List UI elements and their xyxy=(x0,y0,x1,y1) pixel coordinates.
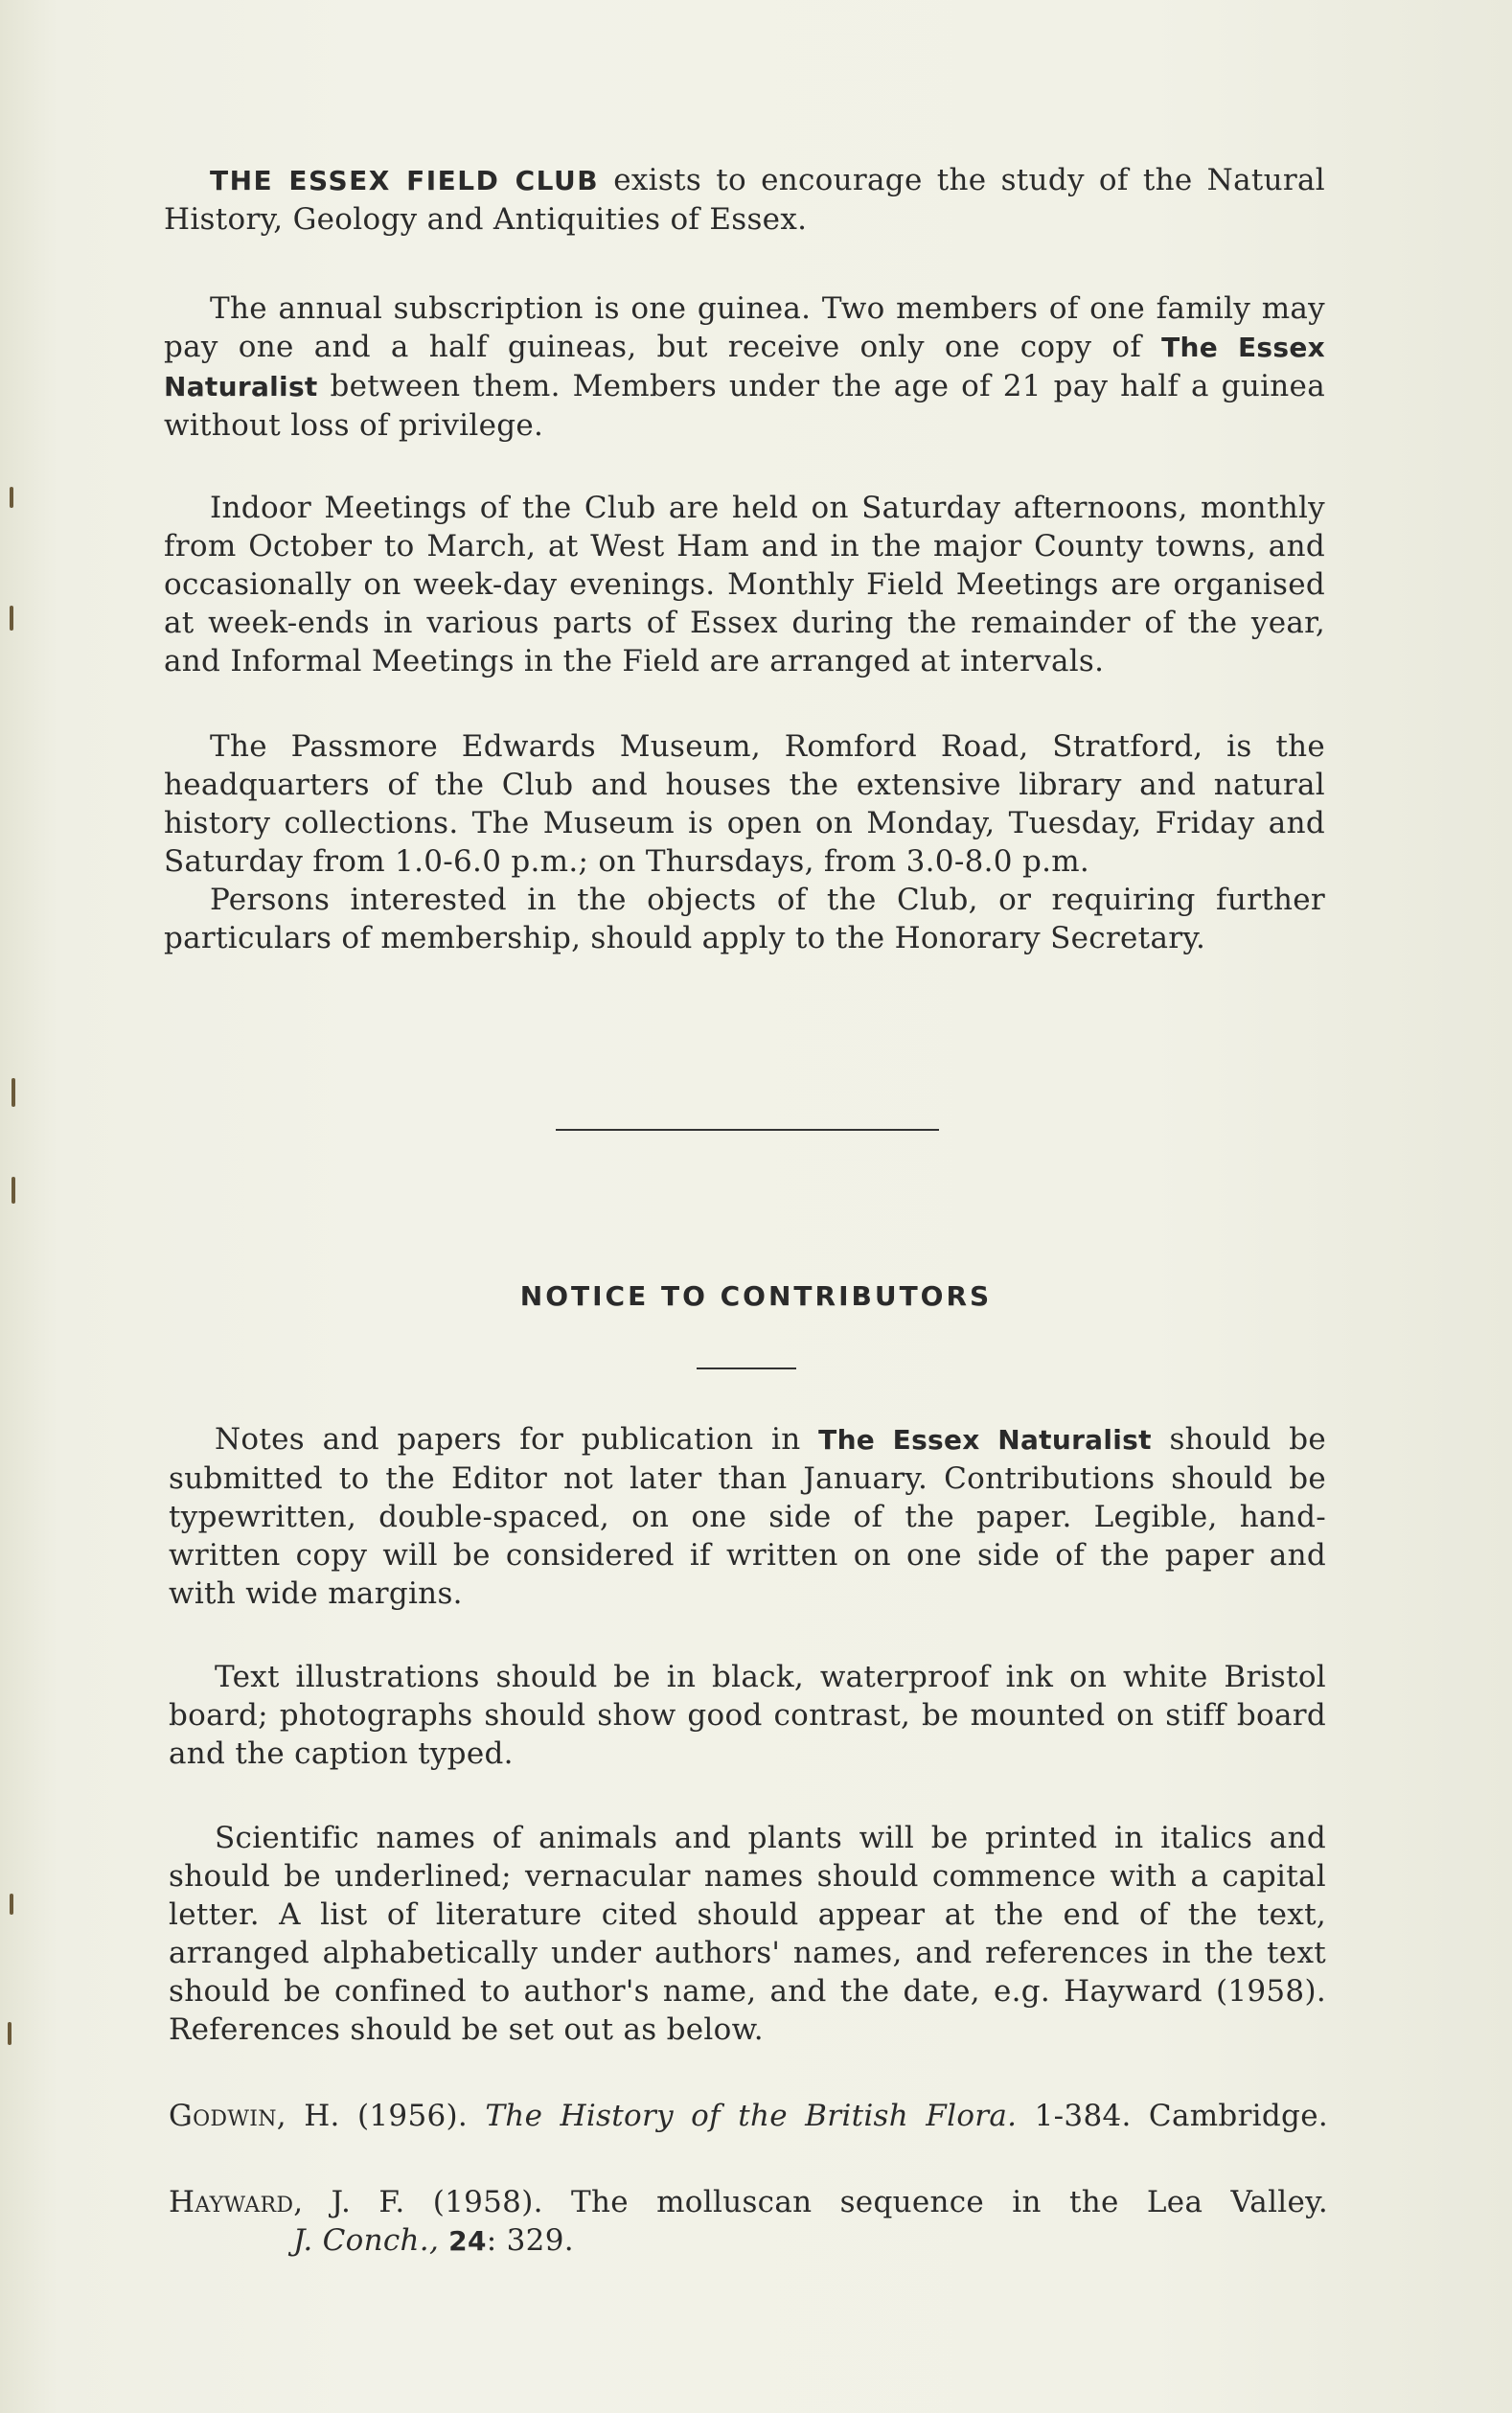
museum-paragraph xyxy=(164,727,1325,957)
reference-hayward xyxy=(169,2183,1328,2261)
subscription-paragraph xyxy=(164,289,1325,445)
margin-mark xyxy=(10,1894,13,1915)
journal-name: The Essex Naturalist xyxy=(818,1424,1152,1456)
museum-text: The Passmore Edwards Museum, Romford Road, Stratford, is the headquarters of the Club and houses the extensive library and natural history collections. The Museum is open on Monday, Tuesday, Friday and Saturday from 1.0-6.0 p.m.; on Thursdays, from 3.0-8.0 p.m. xyxy=(164,729,1325,879)
margin-mark xyxy=(11,1078,15,1107)
notice-paragraph-2 xyxy=(169,1658,1326,1773)
subscription-text-before: The annual subscription is one guinea. Two members of one family may pay one and a half guineas, but receive only one copy of xyxy=(164,291,1325,364)
journal-name: The Essex Naturalist xyxy=(164,332,1326,402)
reference-year: (1958). xyxy=(404,2185,571,2219)
meetings-paragraph xyxy=(164,489,1325,680)
subscription-text-after: between them. Members under the age of 21 pay half a guinea without loss of privilege. xyxy=(164,369,1325,443)
notice-paragraph-3 xyxy=(169,1819,1326,2049)
intro-paragraph xyxy=(164,161,1325,239)
reference-godwin xyxy=(169,2097,1328,2135)
heading-underline xyxy=(697,1367,796,1369)
reference-author: Hayward, J. F. xyxy=(169,2185,405,2219)
intro-text: exists to encourage the study of the Natural History, Geology and Antiquities of Essex. xyxy=(164,163,1326,237)
notice-p2-text: Text illustrations should be in black, waterproof ink on white Bristol board; photographs should show good contrast, be mounted on stiff board and the caption typed. xyxy=(169,1660,1326,1771)
meetings-text: Indoor Meetings of the Club are held on Saturday afternoons, monthly from October to March, at West Ham and in the major County towns, and occasionally on week-day evenings. Monthly Field Meetings are organised at week-ends in various parts of Essex during the remainder of the year, and Informal Meetings in the Field are arranged at intervals. xyxy=(164,491,1325,678)
reference-pages: : 329. xyxy=(486,2223,574,2258)
margin-mark xyxy=(10,606,13,631)
notice-heading: NOTICE TO CONTRIBUTORS xyxy=(519,1280,993,1312)
reference-volume: 24 xyxy=(439,2225,487,2257)
reference-journal: J. Conch., xyxy=(293,2223,440,2258)
section-divider xyxy=(556,1129,939,1131)
persons-text: Persons interested in the objects of the Club, or requiring further particulars of membership, should apply to the Honorary Secretary. xyxy=(164,883,1325,955)
reference-year: (1956). xyxy=(339,2099,486,2133)
margin-mark xyxy=(8,2022,11,2045)
notice-paragraph-1 xyxy=(169,1420,1326,1613)
club-name: THE ESSEX FIELD CLUB xyxy=(210,165,600,196)
reference-rest: 1-384. Cambridge. xyxy=(1017,2099,1328,2133)
notice-p1-before: Notes and papers for publication in xyxy=(215,1422,819,1457)
margin-mark xyxy=(10,487,13,508)
margin-mark xyxy=(11,1177,15,1204)
notice-p1-after: should be submitted to the Editor not later than January. Contributions should be typewritten, double-spaced, on one side of the paper. Legible, hand-written copy will be considered if written on one side of the paper and with wide margins. xyxy=(169,1422,1326,1611)
notice-p3-text: Scientific names of animals and plants will be printed in italics and should be underlined; vernacular names should commence with a capital letter. A list of literature cited should appear at the end of the text, arranged alphabetically under authors' names, and references in the text should be confined to author's name, and the date, e.g. Hayward (1958). References should be set out as below. xyxy=(169,1821,1326,2047)
reference-author: Godwin, H. xyxy=(169,2099,340,2133)
reference-title: The History of the British Flora. xyxy=(485,2099,1018,2133)
reference-rest: The molluscan sequence in the Lea Valley. xyxy=(570,2185,1329,2219)
